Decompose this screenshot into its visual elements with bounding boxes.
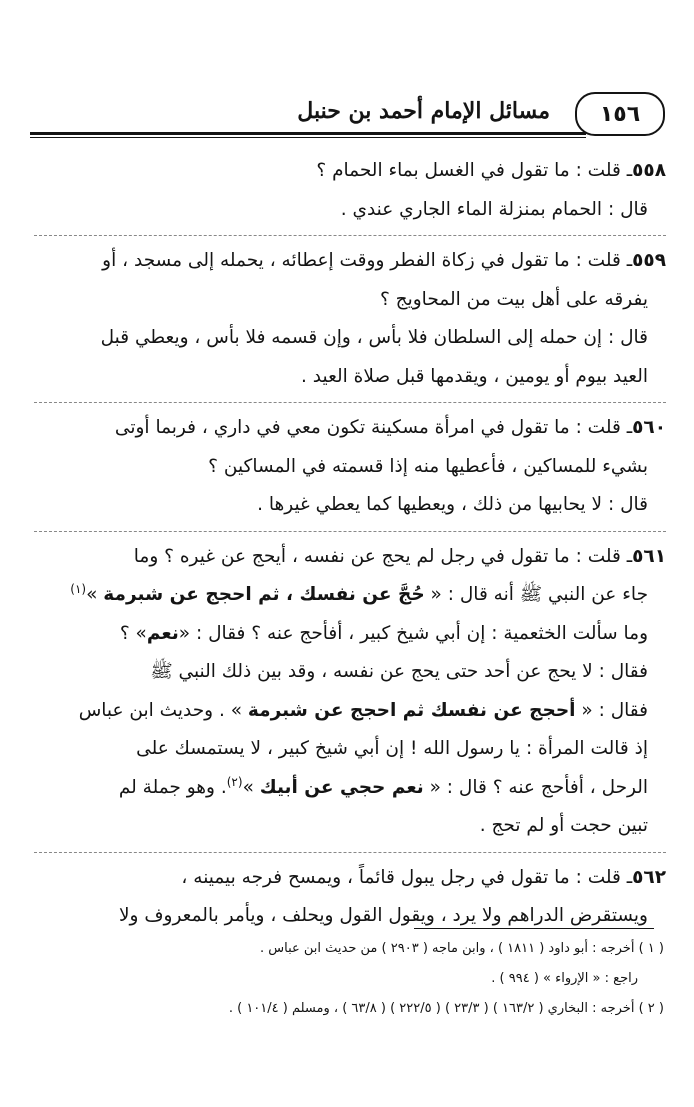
hadith-quote: أحجج عن نفسك ثم احجج عن شبرمة [247, 699, 576, 721]
entry-number: ٥٥٩ [632, 250, 666, 271]
hadith-quote: نعم [146, 622, 179, 644]
page-number: ١٥٦ [599, 101, 641, 127]
entry-558 [34, 152, 666, 229]
entry-561 [34, 538, 666, 846]
question-line [34, 859, 666, 898]
footnote-1-continuation: راجع : « الإرواء » ( ٩٩٤ ) . [491, 971, 638, 986]
question-continuation: ويستقرض الدراهم ولا يرد ، ويقول القول ويحلف ، ويأمر بالمعروف ولا [119, 905, 648, 926]
text-run: » [86, 584, 104, 605]
footnote-1: ( ١ ) أخرجه : أبو داود ( ١٨١١ ) ، وابن ماجه ( ٢٩٠٣ ) من حديث ابن عباس . [260, 941, 664, 956]
entry-number: ٥٦١ [632, 545, 666, 567]
entry-562 [34, 859, 666, 936]
footnote-ref-1[interactable]: (١) [70, 581, 87, 596]
entry-separator [34, 235, 666, 236]
answer-continuation: العيد بيوم أو يومين ، ويقدمها قبل صلاة العيد . [301, 365, 648, 387]
header-rule-thick [30, 132, 586, 135]
text-run: » [242, 776, 260, 798]
text-run: فقال : « [575, 699, 648, 721]
question-continuation: بشيء للمساكين ، فأعطيها منه إذا قسمته في المساكين ؟ [208, 455, 648, 477]
running-title: مسائل الإمام أحمد بن حنبل [297, 98, 550, 124]
text-run: وما سألت الخثعمية : إن أبي شيخ كبير ، أفأحج عنه ؟ فقال : « [178, 622, 648, 644]
footnote-ref-2[interactable]: (٢) [226, 774, 243, 789]
entry-number: ٥٥٨ [632, 160, 666, 181]
text-line: إذ قالت المرأة : يا رسول الله ! إن أبي شيخ كبير ، لا يستمسك على [136, 738, 648, 759]
entry-number: ٥٦٠ [632, 417, 666, 438]
text-run: . وهو جملة لم [118, 776, 227, 798]
main-text [34, 152, 666, 942]
hadith-line [34, 692, 666, 731]
question-text: ـ قلت : ما تقول في الغسل بماء الحمام ؟ [316, 160, 633, 181]
page-header [30, 92, 665, 140]
entry-559 [34, 242, 666, 396]
footnotes [34, 934, 664, 1024]
hadith-quote: نعم حجي عن أبيك [259, 776, 424, 798]
text-run: » ؟ [119, 622, 147, 644]
text-run: جاء عن النبي ﷺ أنه قال : « [424, 584, 648, 605]
page-number-badge [575, 92, 665, 136]
answer-line: قال : الحمام بمنزلة الماء الجاري عندي . [340, 198, 648, 220]
question-text: ـ قلت : ما تقول في رجل يبول قائماً ، ويمسح فرجه بيمينه ، [181, 866, 633, 888]
text-run: » . وحديث ابن عباس [78, 699, 248, 721]
question-line [34, 538, 666, 577]
question-line [34, 242, 666, 281]
question-continuation: يفرقه على أهل بيت من المحاويج ؟ [379, 288, 648, 310]
question-line [34, 409, 666, 448]
text-run: الرحل ، أفأحج عنه ؟ قال : « [423, 776, 648, 798]
question-line [34, 152, 666, 191]
question-text: ـ قلت : ما تقول في زكاة الفطر ووقت إعطائه ، يحمله إلى مسجد ، أو [102, 250, 633, 271]
text-line: تبين حجت أو لم تحج . [479, 815, 648, 836]
entry-separator [34, 852, 666, 853]
text-line [34, 615, 666, 654]
answer-line: فقال : لا يحج عن أحد حتى يحج عن نفسه ، وقد بين ذلك النبي ﷺ [150, 661, 648, 682]
question-text: ـ قلت : ما تقول في امرأة مسكينة تكون معي في داري ، فربما أوتى [114, 417, 633, 438]
hadith-quote: حُجَّ عن نفسك ، ثم احجج عن شبرمة [103, 584, 425, 605]
answer-line: قال : إن حمله إلى السلطان فلا بأس ، وإن قسمه فلا بأس ، ويعطي قبل [100, 327, 648, 348]
hadith-line [34, 576, 666, 615]
entry-separator [34, 531, 666, 532]
hadith-line [34, 769, 666, 808]
entry-560 [34, 409, 666, 525]
footnote-2: ( ٢ ) أخرجه : البخاري ( ١٦٣/٢ ) ( ٢٣/٣ ) ( ٢٢٢/٥ ) ( ٦٣/٨ ) ، ومسلم ( ١٠١/٤ ) . [228, 1001, 664, 1016]
entry-separator [34, 402, 666, 403]
entry-number: ٥٦٢ [632, 866, 666, 888]
footnote-rule [414, 928, 654, 929]
answer-line: قال : لا يحابيها من ذلك ، ويعطيها كما يعطي غيرها . [257, 494, 648, 515]
header-rule-thin [30, 137, 586, 138]
question-text: ـ قلت : ما تقول في رجل لم يحج عن نفسه ، أيحج عن غيره ؟ وما [133, 545, 633, 567]
